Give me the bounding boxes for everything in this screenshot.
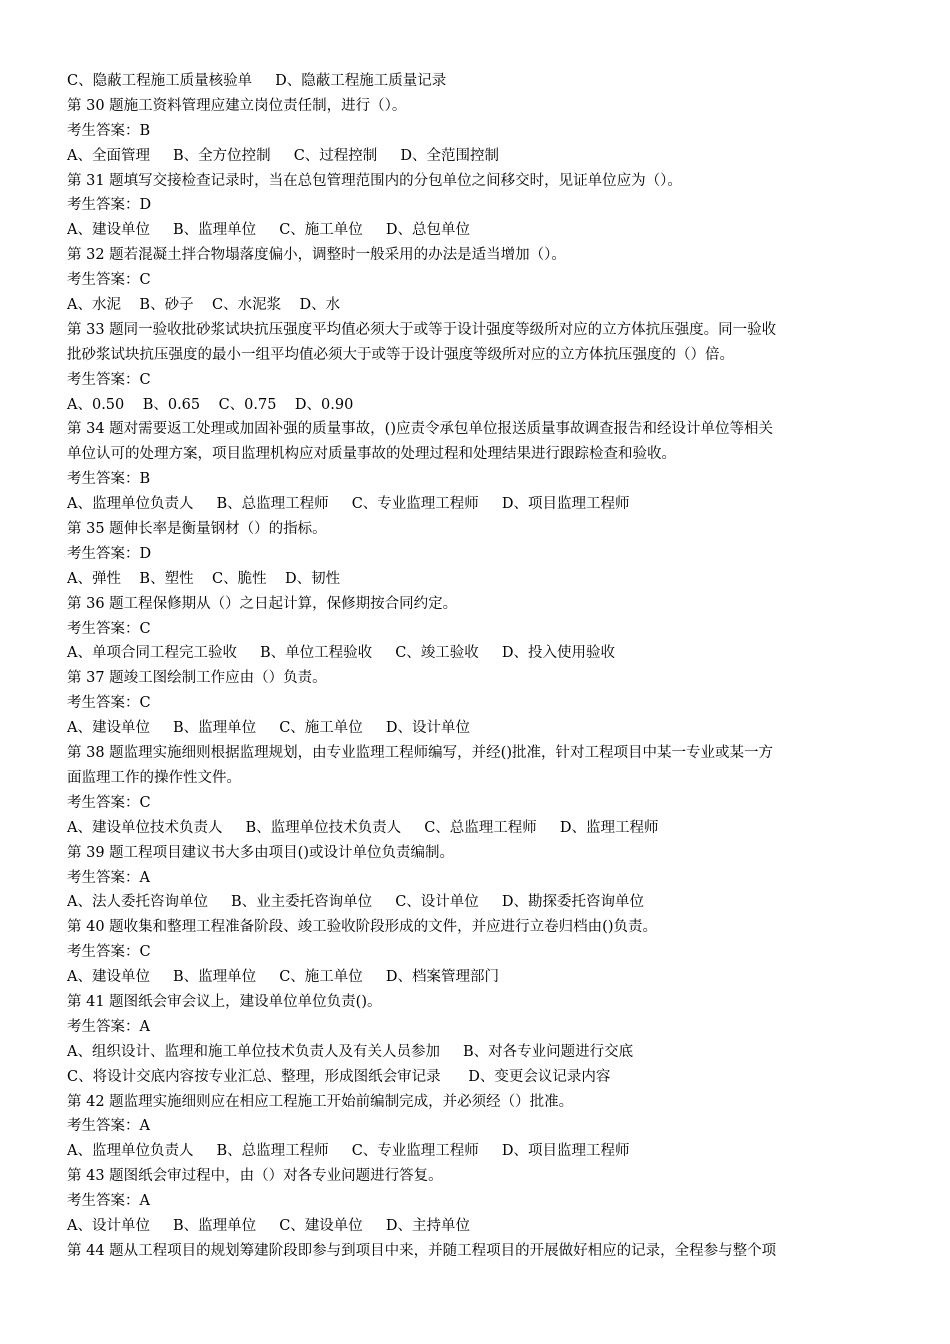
text-line: 考生答案：A bbox=[67, 1118, 150, 1135]
text-line: A、建设单位 B、监理单位 C、施工单位 D、总包单位 bbox=[67, 222, 470, 239]
text-line: 考生答案：C bbox=[67, 272, 151, 289]
text-line: A、建设单位技术负责人 B、监理单位技术负责人 C、总监理工程师 D、监理工程师 bbox=[67, 819, 659, 836]
text-line: A、建设单位 B、监理单位 C、施工单位 D、档案管理部门 bbox=[67, 969, 499, 986]
text-line: 考生答案：C bbox=[67, 371, 151, 388]
text-line: 考生答案：C bbox=[67, 944, 151, 961]
text-line: A、单项合同工程完工验收 B、单位工程验收 C、竣工验收 D、投入使用验收 bbox=[67, 645, 615, 662]
text-line: 考生答案：A bbox=[67, 1193, 150, 1210]
text-line: 第 39 题工程项目建议书大多由项目()或设计单位负责编制。 bbox=[67, 844, 454, 861]
text-line: A、全面管理 B、全方位控制 C、过程控制 D、全范围控制 bbox=[67, 147, 499, 164]
text-line: 第 34 题对需要返工处理或加固补强的质量事故，()应责令承包单位报送质量事故调查报告和经设计单位等相关 bbox=[67, 421, 773, 438]
text-line: 第 43 题图纸会审过程中，由（）对各专业问题进行答复。 bbox=[67, 1168, 443, 1185]
text-line: 第 44 题从工程项目的规划筹建阶段即参与到项目中来，并随工程项目的开展做好相应的记录，全程参与整个项 bbox=[67, 1242, 777, 1259]
text-line: 批砂浆试块抗压强度的最小一组平均值必须大于或等于设计强度等级所对应的立方体抗压强度的（）倍。 bbox=[67, 346, 734, 363]
text-line: 考生答案：B bbox=[67, 122, 151, 139]
text-line: C、隐蔽工程施工质量核验单 D、隐蔽工程施工质量记录 bbox=[67, 73, 447, 89]
text-line: A、设计单位 B、监理单位 C、建设单位 D、主持单位 bbox=[67, 1217, 470, 1234]
text-line: 第 33 题同一验收批砂浆试块抗压强度平均值必须大于或等于设计强度等级所对应的立方体抗压强度。同一验收 bbox=[67, 321, 777, 338]
text-line: 第 30 题施工资料管理应建立岗位责任制，进行（）。 bbox=[67, 97, 407, 114]
text-line: 第 31 题填写交接检查记录时，当在总包管理范围内的分包单位之间移交时，见证单位应为（）。 bbox=[67, 172, 682, 189]
text-line: 第 41 题图纸会审会议上，建设单位单位负责()。 bbox=[67, 993, 382, 1010]
text-line: A、监理单位负责人 B、总监理工程师 C、专业监理工程师 D、项目监理工程师 bbox=[67, 1143, 630, 1160]
text-line: A、弹性 B、塑性 C、脆性 D、韧性 bbox=[67, 570, 341, 587]
text-line: 考生答案：C bbox=[67, 695, 151, 712]
text-line: 面监理工作的操作性文件。 bbox=[67, 769, 241, 786]
text-line: A、组织设计、监理和施工单位技术负责人及有关人员参加 B、对各专业问题进行交底 bbox=[67, 1043, 634, 1060]
text-line: A、水泥 B、砂子 C、水泥浆 D、水 bbox=[67, 297, 341, 314]
text-line: A、建设单位 B、监理单位 C、施工单位 D、设计单位 bbox=[67, 720, 470, 737]
text-line: 考生答案：A bbox=[67, 1018, 150, 1035]
text-line: 第 42 题监理实施细则应在相应工程施工开始前编制完成，并必须经（）批准。 bbox=[67, 1093, 574, 1110]
text-line: 考生答案：D bbox=[67, 545, 152, 562]
text-line: 考生答案：A bbox=[67, 869, 150, 886]
text-line: A、监理单位负责人 B、总监理工程师 C、专业监理工程师 D、项目监理工程师 bbox=[67, 496, 630, 513]
text-line: 第 37 题竣工图绘制工作应由（）负责。 bbox=[67, 670, 327, 687]
text-line: A、0.50 B、0.65 C、0.75 D、0.90 bbox=[67, 396, 354, 413]
text-line: 第 32 题若混凝土拌合物塌落度偏小，调整时一般采用的办法是适当增加（）。 bbox=[67, 247, 566, 264]
text-line: 考生答案：D bbox=[67, 197, 152, 214]
document-page bbox=[67, 69, 887, 1264]
text-line: 第 35 题伸长率是衡量钢材（）的指标。 bbox=[67, 521, 327, 538]
text-line: 第 36 题工程保修期从（）之日起计算，保修期按合同约定。 bbox=[67, 595, 458, 612]
text-line: A、法人委托咨询单位 B、业主委托咨询单位 C、设计单位 D、勘探委托咨询单位 bbox=[67, 894, 644, 911]
text-line: 单位认可的处理方案，项目监理机构应对质量事故的处理过程和处理结果进行跟踪检查和验收。 bbox=[67, 446, 676, 463]
text-line: 第 40 题收集和整理工程准备阶段、竣工验收阶段形成的文件，并应进行立卷归档由()负责。 bbox=[67, 919, 657, 936]
text-line: 考生答案：B bbox=[67, 471, 151, 488]
text-line: 第 38 题监理实施细则根据监理规划，由专业监理工程师编写，并经()批准，针对工程项目中某一专业或某一方 bbox=[67, 745, 773, 762]
text-line: 考生答案：C bbox=[67, 620, 151, 637]
text-line: C、将设计交底内容按专业汇总、整理，形成图纸会审记录 D、变更会议记录内容 bbox=[67, 1068, 611, 1085]
text-line: 考生答案：C bbox=[67, 794, 151, 811]
